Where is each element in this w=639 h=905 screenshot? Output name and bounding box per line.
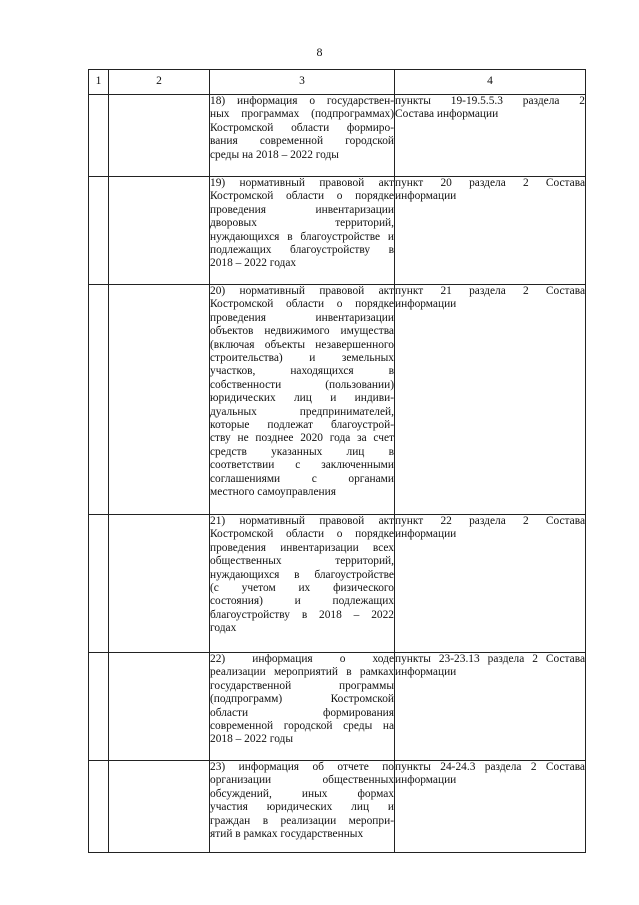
- item-line: государственной программы: [210, 679, 394, 692]
- item-line: 21) нормативный правовой акт: [210, 515, 394, 527]
- item-line: проведения инвентаризации: [210, 311, 394, 324]
- cell-reference: [395, 653, 586, 761]
- reference-line: пункт 22 раздела 2 Состава: [395, 515, 585, 527]
- item-line: 19) нормативный правовой акт: [210, 177, 394, 189]
- reference-line: информации: [395, 528, 457, 541]
- cell-col-1: [89, 177, 109, 285]
- item-line: (подпрограмм) Костромской: [210, 693, 394, 706]
- cell-col-2: [109, 653, 210, 761]
- item-line: граждан в реализации меропри-: [210, 814, 394, 827]
- header-col-3: 3: [210, 70, 395, 95]
- cell-col-1: [89, 761, 109, 853]
- cell-reference: [395, 761, 586, 853]
- item-line: организации общественных: [210, 774, 394, 787]
- reference-line: пункт 20 раздела 2 Состава: [395, 177, 585, 189]
- reference-line: информации: [395, 666, 457, 679]
- item-line: современной городской среды на: [210, 720, 394, 733]
- cell-item-text: [210, 761, 395, 853]
- item-line: ных программах (подпрограммах): [210, 108, 394, 121]
- header-col-2: 2: [109, 70, 210, 95]
- item-line: общественных территорий,: [210, 555, 394, 568]
- item-line: (включая объекты незавершенного: [210, 338, 394, 351]
- cell-item-text: [210, 653, 395, 761]
- item-line: 2018 – 2022 годы: [210, 733, 294, 746]
- item-line: Костромской области о порядке: [210, 190, 394, 203]
- item-line: проведения инвентаризации всех: [210, 541, 394, 554]
- item-line: (с учетом их физического: [210, 582, 394, 595]
- cell-col-2: [109, 177, 210, 285]
- cell-col-1: [89, 95, 109, 177]
- cell-item-text: [210, 177, 395, 285]
- item-line: 22) информация о ходе: [210, 653, 394, 665]
- table-row: [89, 515, 586, 653]
- table-row: [89, 653, 586, 761]
- cell-col-1: [89, 653, 109, 761]
- item-line: области формирования: [210, 706, 394, 719]
- table-row: [89, 177, 586, 285]
- item-line: ятий в рамках государственных: [210, 828, 364, 841]
- item-line: дворовых территорий,: [210, 217, 394, 230]
- item-line: годах: [210, 622, 237, 635]
- cell-reference: [395, 177, 586, 285]
- item-line: строительства) и земельных: [210, 352, 394, 365]
- reference-line: пункт 21 раздела 2 Состава: [395, 285, 585, 297]
- item-line: которые подлежат благоустрой-: [210, 419, 394, 432]
- item-line: соглашениями с органами: [210, 472, 394, 485]
- item-line: подлежащих благоустройству в: [210, 244, 394, 257]
- item-line: собственности (пользовании): [210, 378, 394, 391]
- item-line: участия юридических лиц и: [210, 801, 394, 814]
- item-line: проведения инвентаризации: [210, 203, 394, 216]
- item-line: Костромской области о порядке: [210, 528, 394, 541]
- item-line: 2018 – 2022 годах: [210, 257, 297, 270]
- item-line: дуальных предпринимателей,: [210, 405, 394, 418]
- item-line: 18) информация о государствен-: [210, 95, 394, 107]
- cell-item-text: [210, 515, 395, 653]
- reference-line: пункты 19-19.5.5.3 раздела 2: [395, 95, 585, 107]
- cell-col-2: [109, 285, 210, 515]
- item-line: средств указанных лиц в: [210, 445, 394, 458]
- item-line: обсуждений, иных формах: [210, 787, 394, 800]
- item-line: благоустройству в 2018 – 2022: [210, 608, 394, 621]
- reference-line: информации: [395, 774, 457, 787]
- cell-reference: [395, 95, 586, 177]
- cell-reference: [395, 515, 586, 653]
- cell-item-text: [210, 95, 395, 177]
- cell-col-2: [109, 761, 210, 853]
- reference-line: информации: [395, 190, 457, 203]
- header-col-1: 1: [89, 70, 109, 95]
- item-line: среды на 2018 – 2022 годы: [210, 148, 339, 161]
- item-line: 23) информация об отчете по: [210, 761, 394, 773]
- item-line: состояния) и подлежащих: [210, 595, 394, 608]
- item-line: местного самоуправления: [210, 486, 336, 499]
- table-header-row: [89, 70, 586, 95]
- cell-col-1: [89, 515, 109, 653]
- cell-col-2: [109, 515, 210, 653]
- item-line: юридических лиц и индиви-: [210, 392, 394, 405]
- reference-line: Состава информации: [395, 108, 499, 121]
- cell-reference: [395, 285, 586, 515]
- item-line: нуждающихся в благоустройстве: [210, 568, 394, 581]
- page-number: 8: [316, 45, 323, 59]
- item-line: Костромской области о порядке: [210, 298, 394, 311]
- item-line: участков, находящихся в: [210, 365, 394, 378]
- item-line: реализации мероприятий в рамках: [210, 666, 394, 679]
- item-line: ству не позднее 2020 года за счет: [210, 432, 394, 445]
- item-line: Костромской области формиро-: [210, 121, 394, 134]
- item-line: соответствии с заключенными: [210, 459, 394, 472]
- table-row: [89, 95, 586, 177]
- item-line: объектов недвижимого имущества: [210, 325, 394, 338]
- reference-line: пункты 23-23.13 раздела 2 Состава: [395, 653, 585, 665]
- item-line: вания современной городской: [210, 135, 394, 148]
- cell-col-2: [109, 95, 210, 177]
- table-row: [89, 285, 586, 515]
- cell-item-text: [210, 285, 395, 515]
- table-row: [89, 761, 586, 853]
- reference-line: пункты 24-24.3 раздела 2 Состава: [395, 761, 585, 773]
- item-line: нуждающихся в благоустройстве и: [210, 230, 394, 243]
- item-line: 20) нормативный правовой акт: [210, 285, 394, 297]
- cell-col-1: [89, 285, 109, 515]
- header-col-4: 4: [395, 70, 586, 95]
- document-table: [88, 69, 586, 853]
- reference-line: информации: [395, 298, 457, 311]
